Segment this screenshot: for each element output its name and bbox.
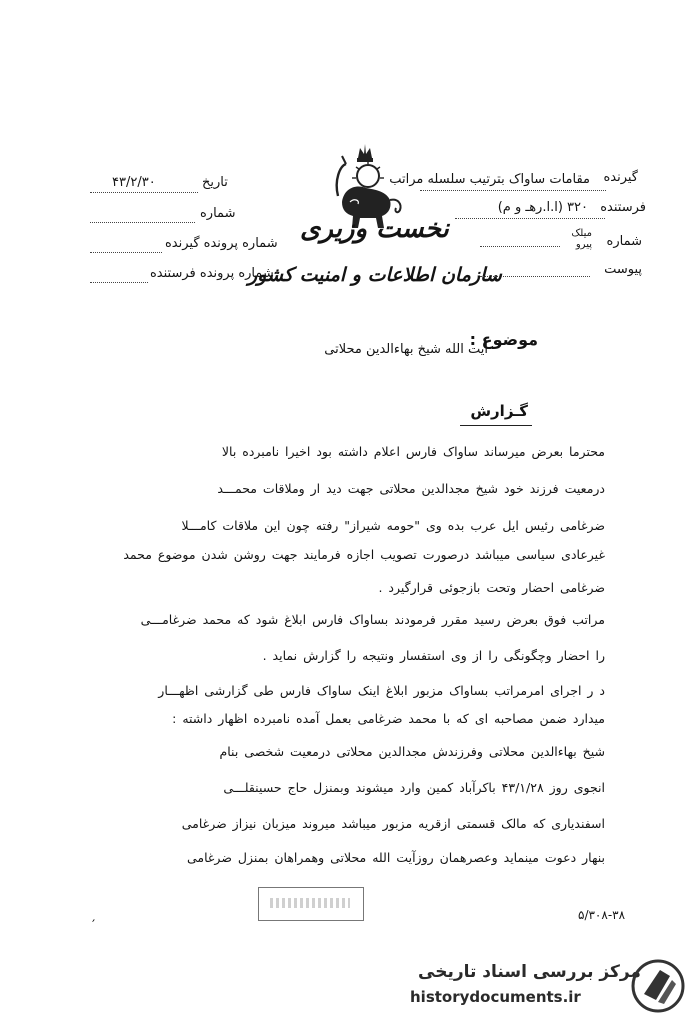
- number-label: شماره: [200, 206, 236, 221]
- report-line: د ر اجرای امرمراتب بساواک مزبور ابلاغ اینک ساواک فارس طی گزارشی اظهـــار: [158, 683, 605, 698]
- document-number: ۵/۳۰۸-۳۸: [578, 908, 626, 922]
- subject-label: موضوع :: [469, 330, 538, 349]
- sender-value: ۳۲۰ (ا.ا.رهـ و م): [497, 200, 588, 215]
- organization-subtitle: سازمان اطلاعات و امنیت کشور: [248, 264, 502, 286]
- report-line: شیخ بهاءالدین محلاتی وفرزندش مجدالدین محلاتی درمعیت شخصی بنام: [219, 744, 605, 759]
- copy-value: میلک پیرو: [571, 228, 592, 250]
- recipient-label: گیرنده: [603, 170, 638, 185]
- subject-text: آیت الله شیخ بهاءالدین محلاتی: [324, 342, 488, 357]
- sender-file-line: [90, 282, 148, 283]
- copy-label: شماره: [606, 234, 642, 249]
- report-line: محترما بعرض میرساند ساواک فارس اعلام داشته بود اخیرا نامبرده بالا: [221, 444, 605, 459]
- report-heading-underline: [460, 425, 532, 426]
- watermark-url: historydocuments.ir: [410, 988, 581, 1006]
- recipient-file-label: شماره پرونده گیرنده: [165, 236, 278, 251]
- recipient-line: [420, 190, 606, 191]
- stamp-scribble: [270, 898, 350, 908]
- date-label: تاریخ: [202, 175, 228, 190]
- date-value: ۴۳/۲/۳۰: [112, 175, 156, 190]
- report-line: غیرعادی سیاسی میباشد درصورت تصویب اجازه فرمایند جهت روشن شدن موضوع محمد: [123, 547, 605, 562]
- number-line: [90, 222, 195, 223]
- report-line: ضرغامی رئیس ایل عرب بده وی "حومه شیراز" رفته چون این ملاقات کامـــلا: [181, 518, 605, 533]
- organization-title: نخست وزیری: [300, 214, 449, 244]
- date-line: [90, 192, 198, 193]
- report-line: میدارد ضمن مصاحبه ای که با محمد ضرغامی بعمل آمده نامبرده اظهار داشته :: [172, 711, 605, 726]
- report-line: بنهار دعوت مینماید وعصرهمان روزآیت الله محلاتی وهمراهان بمنزل ضرغامی: [186, 850, 605, 865]
- report-heading: گـزارش: [470, 402, 528, 420]
- watermark-logo-icon: [630, 958, 686, 1014]
- watermark-org-name: مرکز بررسی اسناد تاریخی: [418, 962, 641, 982]
- sender-line: [455, 218, 605, 219]
- report-line: اسفندیاری که مالک قسمتی ازقریه مزبور میباشد میروند میزبان نیزاز ضرغامی: [181, 816, 605, 831]
- report-line: ضرغامی احضار وتحت بازجوئی قرارگیرد .: [378, 580, 605, 595]
- copy-line: [480, 246, 560, 247]
- report-line: مراتب فوق بعرض رسید مقرر فرمودند بساواک فارس ابلاغ شود که محمد ضرغامـــی: [140, 612, 605, 627]
- margin-mark: ′: [92, 918, 96, 934]
- report-line: انجوی روز ۴۳/۱/۲۸ باکرآباد کمین وارد میشوند وبمنزل حاج حسینقلـــی: [223, 780, 605, 795]
- attachment-label: پیوست: [604, 262, 642, 277]
- sender-label: فرستنده: [600, 200, 646, 215]
- recipient-file-line: [90, 252, 162, 253]
- attachment-line: [480, 276, 590, 277]
- report-line: را احضار وچگونگی را از وی استفسار ونتیجه را گزارش نماید .: [262, 648, 605, 663]
- recipient-value: مقامات ساواک بترتیب سلسله مراتب: [389, 172, 590, 187]
- sender-file-label: شماره پرونده فرستنده: [150, 266, 274, 281]
- report-line: درمعیت فرزند خود شیخ مجدالدین محلاتی جهت دید ار وملاقات محمـــد: [217, 481, 605, 496]
